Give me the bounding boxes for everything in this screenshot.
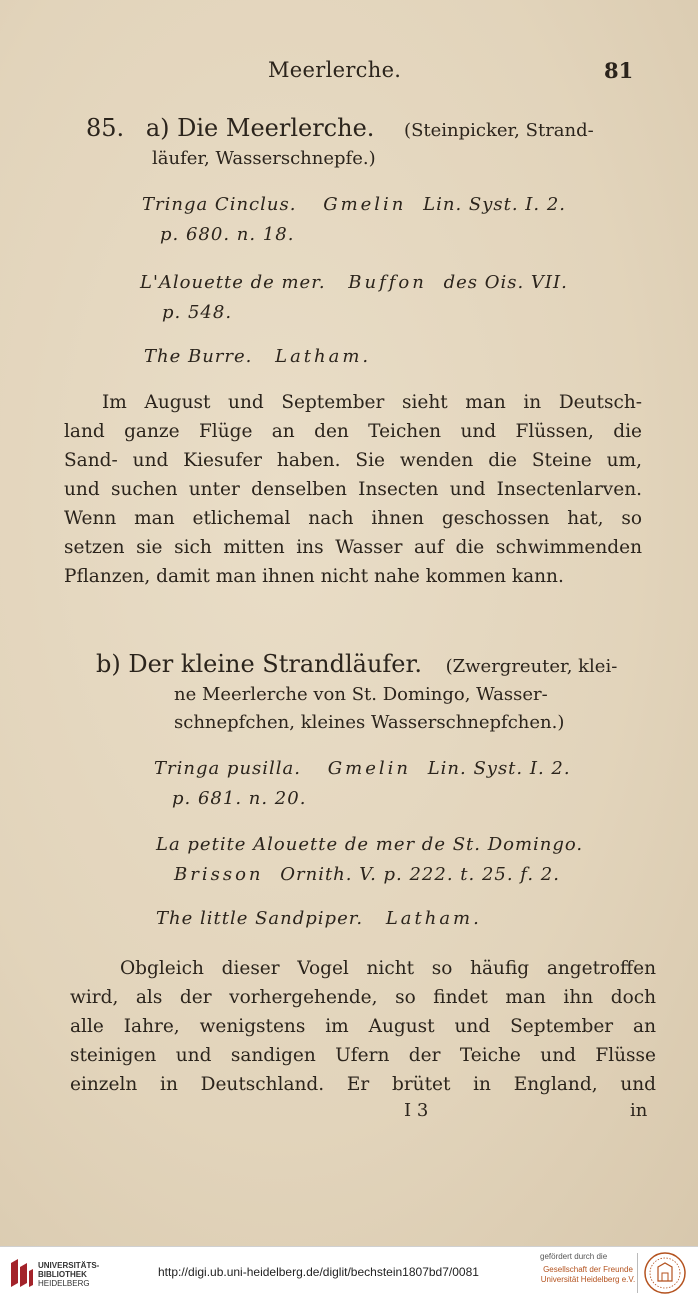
citation-author: Brisson (174, 864, 264, 885)
entry-b-citation-brisson: La petite Alouette de mer de St. Domingo. (156, 834, 584, 855)
paragraph-line: Im August und September sieht man in Deutsch- (102, 392, 642, 413)
paragraph-line: Sand- und Kiesufer haben. Sie wenden die Steine um, (64, 450, 642, 471)
entry-b-synonyms-1: (Zwergreuter, klei- (445, 656, 618, 677)
entry-85-heading (86, 114, 594, 142)
entry-85-synonyms-2: läufer, Wasserschnepfe.) (152, 148, 376, 169)
society-seal-icon (643, 1251, 687, 1295)
sponsor-society (540, 1265, 636, 1285)
paragraph-line: einzeln in Deutschland. Er brütet in England, und (70, 1074, 656, 1095)
citation-source: Ornith. V. p. 222. t. 25. f. 2. (280, 864, 560, 885)
citation-taxon: Tringa pusilla. (154, 758, 302, 779)
entry-b-synonyms-3: schnepfchen, kleines Wasserschnepfchen.) (174, 712, 565, 733)
entry-b-citation-gmelin (154, 758, 571, 779)
citation-author: Latham. (385, 908, 482, 929)
permalink-url[interactable]: http://digi.ub.uni-heidelberg.de/diglit/bechstein1807bd7/0081 (158, 1265, 479, 1279)
digitization-footer (0, 1246, 698, 1299)
paragraph-line: setzen sie sich mitten ins Wasser auf die schwimmenden (64, 537, 642, 558)
citation-author: Latham. (275, 346, 372, 367)
citation-author: Gmelin (327, 758, 411, 779)
citation-author: Gmelin (323, 194, 407, 215)
university-library-logo-icon (8, 1257, 34, 1289)
entry-85-title: a) Die Meerlerche. (145, 114, 375, 142)
entry-85-citation-buffon-page: p. 548. (162, 302, 233, 323)
citation-taxon: The little Sandpiper. (156, 908, 364, 929)
entry-85-citation-gmelin (142, 194, 566, 215)
entry-85-number: 85. (86, 114, 125, 142)
page-number: 81 (604, 58, 634, 83)
library-name-line: BIBLIOTHEK (38, 1270, 87, 1279)
paragraph-line: steinigen und sandigen Ufern der Teiche und Flüsse (70, 1045, 656, 1066)
citation-taxon: The Burre. (144, 346, 253, 367)
entry-85-citation-buffon (140, 272, 568, 293)
paragraph-line: Pflanzen, damit man ihnen nicht nahe kommen kann. (64, 566, 564, 587)
citation-source: Lin. Syst. I. 2. (423, 194, 567, 215)
library-name-line: HEIDELBERG (38, 1279, 90, 1288)
citation-source: Lin. Syst. I. 2. (427, 758, 571, 779)
catchword: in (630, 1100, 648, 1121)
entry-b-paragraph (70, 954, 656, 1099)
entry-b-synonyms-2: ne Meerlerche von St. Domingo, Wasser- (174, 684, 548, 705)
citation-taxon: Tringa Cinclus. (142, 194, 297, 215)
entry-b-citation-brisson-source (174, 864, 560, 885)
library-name-line: UNIVERSITÄTS- (38, 1261, 100, 1270)
entry-85-citation-latham (144, 346, 371, 367)
signature-mark: I 3 (404, 1100, 429, 1121)
footer-divider (637, 1253, 638, 1293)
paragraph-line: Obgleich dieser Vogel nicht so häufig angetroffen (120, 958, 656, 979)
entry-85-paragraph (64, 388, 642, 591)
entry-85-citation-gmelin-page: p. 680. n. 18. (160, 224, 295, 245)
paragraph-line: und suchen unter denselben Insecten und Insectenlarven. (64, 479, 642, 500)
society-line: Universität Heidelberg e.V. (540, 1275, 636, 1284)
citation-author: Buffon (348, 272, 427, 293)
paragraph-line: land ganze Flüge an den Teichen und Flüssen, die (64, 421, 642, 442)
citation-source: des Ois. VII. (443, 272, 568, 293)
entry-b-heading (96, 650, 617, 678)
paragraph-line: Wenn man etlichemal nach ihnen geschossen hat, so (64, 508, 642, 529)
running-title: Meerlerche. (268, 58, 402, 82)
library-name (38, 1261, 99, 1288)
entry-85-synonyms-1: (Steinpicker, Strand- (404, 120, 594, 141)
entry-b-citation-gmelin-page: p. 681. n. 20. (172, 788, 307, 809)
society-line: Gesellschaft der Freunde (543, 1265, 633, 1274)
sponsor-label: gefördert durch die (540, 1252, 608, 1261)
paragraph-line: alle Iahre, wenigstens im August und September an (70, 1016, 656, 1037)
entry-b-citation-latham (156, 908, 482, 929)
paragraph-line: wird, als der vorhergehende, so findet man ihn doch (70, 987, 656, 1008)
entry-b-title: b) Der kleine Strandläufer. (96, 650, 422, 678)
citation-taxon: L'Alouette de mer. (140, 272, 326, 293)
